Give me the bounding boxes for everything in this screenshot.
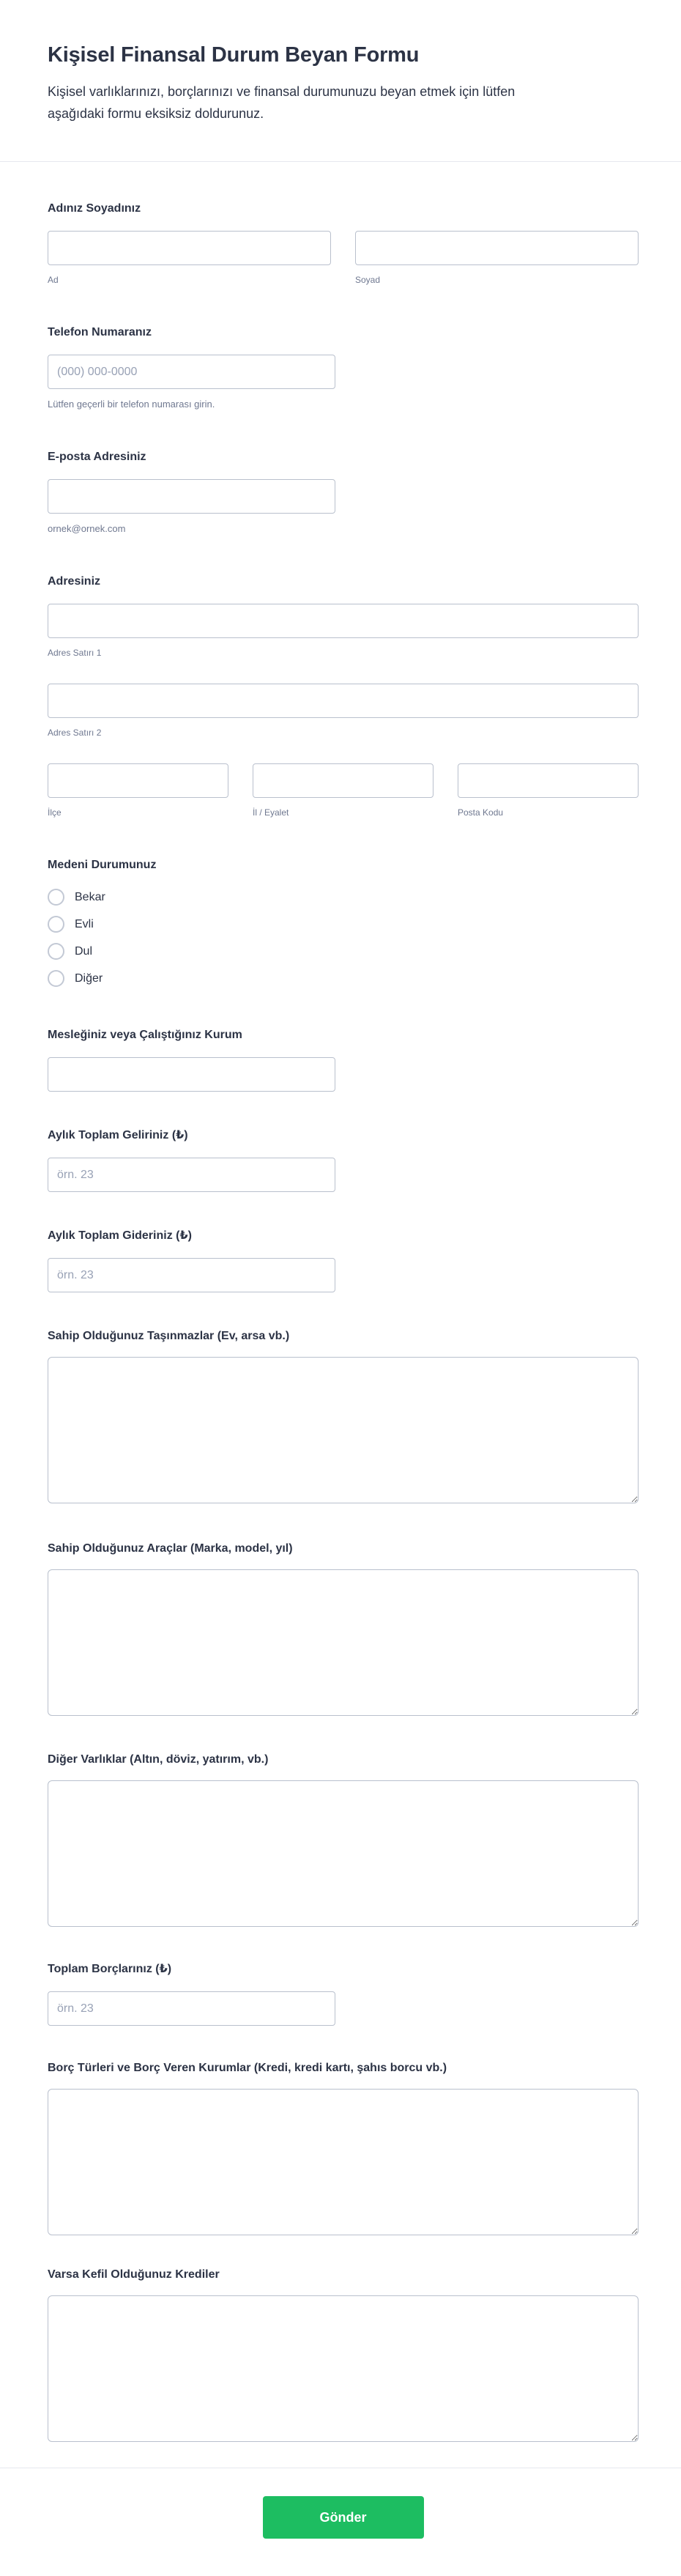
radio-option-label: Diğer bbox=[75, 971, 103, 985]
radio-icon[interactable] bbox=[48, 889, 64, 906]
address-line1-sublabel: Adres Satırı 1 bbox=[48, 648, 102, 658]
cosigned-loans-control bbox=[48, 2295, 639, 2442]
last-name-cell bbox=[355, 231, 639, 284]
field-label: Borç Türleri ve Borç Veren Kurumlar (Kredi, kredi kartı, şahıs borcu vb.) bbox=[48, 2062, 447, 2074]
city-sublabel: İlçe bbox=[48, 807, 62, 818]
field-label: Sahip Olduğunuz Taşınmazlar (Ev, arsa vb.) bbox=[48, 1330, 290, 1342]
field-label: Adınız Soyadınız bbox=[48, 202, 141, 215]
other-assets-control bbox=[48, 1780, 639, 1927]
marital-option-bekar[interactable] bbox=[48, 889, 639, 906]
field-debt-types bbox=[48, 2061, 639, 2235]
field-other-assets bbox=[48, 1753, 639, 1927]
field-label: Medeni Durumunuz bbox=[48, 859, 157, 871]
field-cosigned-loans bbox=[48, 2268, 639, 2442]
field-label: Adresiniz bbox=[48, 575, 101, 588]
address-line1-cell bbox=[48, 604, 639, 657]
field-total-debts bbox=[48, 1962, 639, 2026]
field-label: Aylık Toplam Gideriniz (₺) bbox=[48, 1229, 192, 1242]
marital-option-evli[interactable] bbox=[48, 916, 639, 933]
field-label: E-posta Adresiniz bbox=[48, 451, 146, 463]
form-body bbox=[0, 162, 681, 2442]
field-label: Sahip Olduğunuz Araçlar (Marka, model, yıl) bbox=[48, 1542, 293, 1555]
vehicles-control bbox=[48, 1569, 639, 1716]
field-occupation bbox=[48, 1028, 639, 1092]
state-sublabel: İl / Eyalet bbox=[253, 807, 289, 818]
total-debts-control bbox=[48, 1991, 639, 2026]
postal-code-input[interactable] bbox=[458, 763, 639, 798]
field-email bbox=[48, 450, 639, 533]
phone-control bbox=[48, 355, 639, 389]
state-cell bbox=[253, 763, 433, 817]
submit-button[interactable]: Gönder bbox=[263, 2496, 424, 2539]
email-helper-text: ornek@ornek.com bbox=[48, 523, 126, 534]
monthly-income-input[interactable] bbox=[48, 1158, 335, 1192]
phone-input[interactable] bbox=[48, 355, 335, 389]
monthly-expenses-input[interactable] bbox=[48, 1258, 335, 1292]
first-name-input[interactable] bbox=[48, 231, 331, 265]
postal-code-sublabel: Posta Kodu bbox=[458, 807, 504, 818]
postal-code-cell bbox=[458, 763, 639, 817]
name-columns bbox=[48, 231, 639, 284]
field-label: Varsa Kefil Olduğunuz Krediler bbox=[48, 2268, 220, 2281]
address-line2-sublabel: Adres Satırı 2 bbox=[48, 728, 102, 738]
field-vehicles bbox=[48, 1541, 639, 1716]
field-address bbox=[48, 574, 639, 817]
income-control bbox=[48, 1158, 639, 1192]
last-name-input[interactable] bbox=[355, 231, 639, 265]
radio-icon[interactable] bbox=[48, 943, 64, 960]
expenses-control bbox=[48, 1258, 639, 1292]
address-line1-input[interactable] bbox=[48, 604, 639, 638]
email-input[interactable] bbox=[48, 479, 335, 514]
radio-option-label: Bekar bbox=[75, 890, 105, 903]
real-estate-textarea[interactable] bbox=[48, 1357, 639, 1503]
vehicles-textarea[interactable] bbox=[48, 1569, 639, 1716]
field-label: Telefon Numaranız bbox=[48, 326, 152, 338]
address-line2-cell bbox=[48, 684, 639, 737]
field-label: Diğer Varlıklar (Altın, döviz, yatırım, vb.) bbox=[48, 1753, 269, 1766]
first-name-sublabel: Ad bbox=[48, 275, 59, 285]
state-input[interactable] bbox=[253, 763, 433, 798]
field-label: Mesleğiniz veya Çalıştığınız Kurum bbox=[48, 1029, 242, 1041]
field-monthly-income bbox=[48, 1128, 639, 1192]
radio-icon[interactable] bbox=[48, 970, 64, 987]
field-label: Aylık Toplam Geliriniz (₺) bbox=[48, 1129, 188, 1141]
marital-option-dul[interactable] bbox=[48, 943, 639, 960]
field-label: Toplam Borçlarınız (₺) bbox=[48, 1963, 172, 1975]
page-title: Kişisel Finansal Durum Beyan Formu bbox=[48, 43, 420, 67]
last-name-sublabel: Soyad bbox=[355, 275, 381, 285]
email-control bbox=[48, 479, 639, 514]
debt-types-control bbox=[48, 2089, 639, 2235]
occupation-control bbox=[48, 1057, 639, 1092]
field-phone bbox=[48, 325, 639, 409]
marital-radio-group bbox=[48, 889, 639, 987]
radio-option-label: Evli bbox=[75, 917, 94, 930]
field-full-name bbox=[48, 201, 639, 284]
form-header bbox=[0, 0, 681, 125]
radio-icon[interactable] bbox=[48, 916, 64, 933]
field-marital-status bbox=[48, 858, 639, 987]
address-line2-input[interactable] bbox=[48, 684, 639, 718]
occupation-input[interactable] bbox=[48, 1057, 335, 1092]
marital-option-diger[interactable] bbox=[48, 970, 639, 987]
address-columns bbox=[48, 763, 639, 817]
cosigned-loans-textarea[interactable] bbox=[48, 2295, 639, 2442]
other-assets-textarea[interactable] bbox=[48, 1780, 639, 1927]
phone-helper-text: Lütfen geçerli bir telefon numarası girin. bbox=[48, 399, 215, 410]
submit-row bbox=[0, 2496, 681, 2575]
field-monthly-expenses bbox=[48, 1229, 639, 1292]
real-estate-control bbox=[48, 1357, 639, 1503]
city-input[interactable] bbox=[48, 763, 228, 798]
field-real-estate bbox=[48, 1329, 639, 1503]
radio-option-label: Dul bbox=[75, 944, 93, 958]
debt-types-textarea[interactable] bbox=[48, 2089, 639, 2235]
page-subtitle: Kişisel varlıklarınızı, borçlarınızı ve finansal durumunuzu beyan etmek için lütfen aşağıdaki formu eksiksiz doldurunuz. bbox=[48, 84, 516, 121]
city-cell bbox=[48, 763, 228, 817]
first-name-cell bbox=[48, 231, 331, 284]
total-debts-input[interactable] bbox=[48, 1991, 335, 2026]
